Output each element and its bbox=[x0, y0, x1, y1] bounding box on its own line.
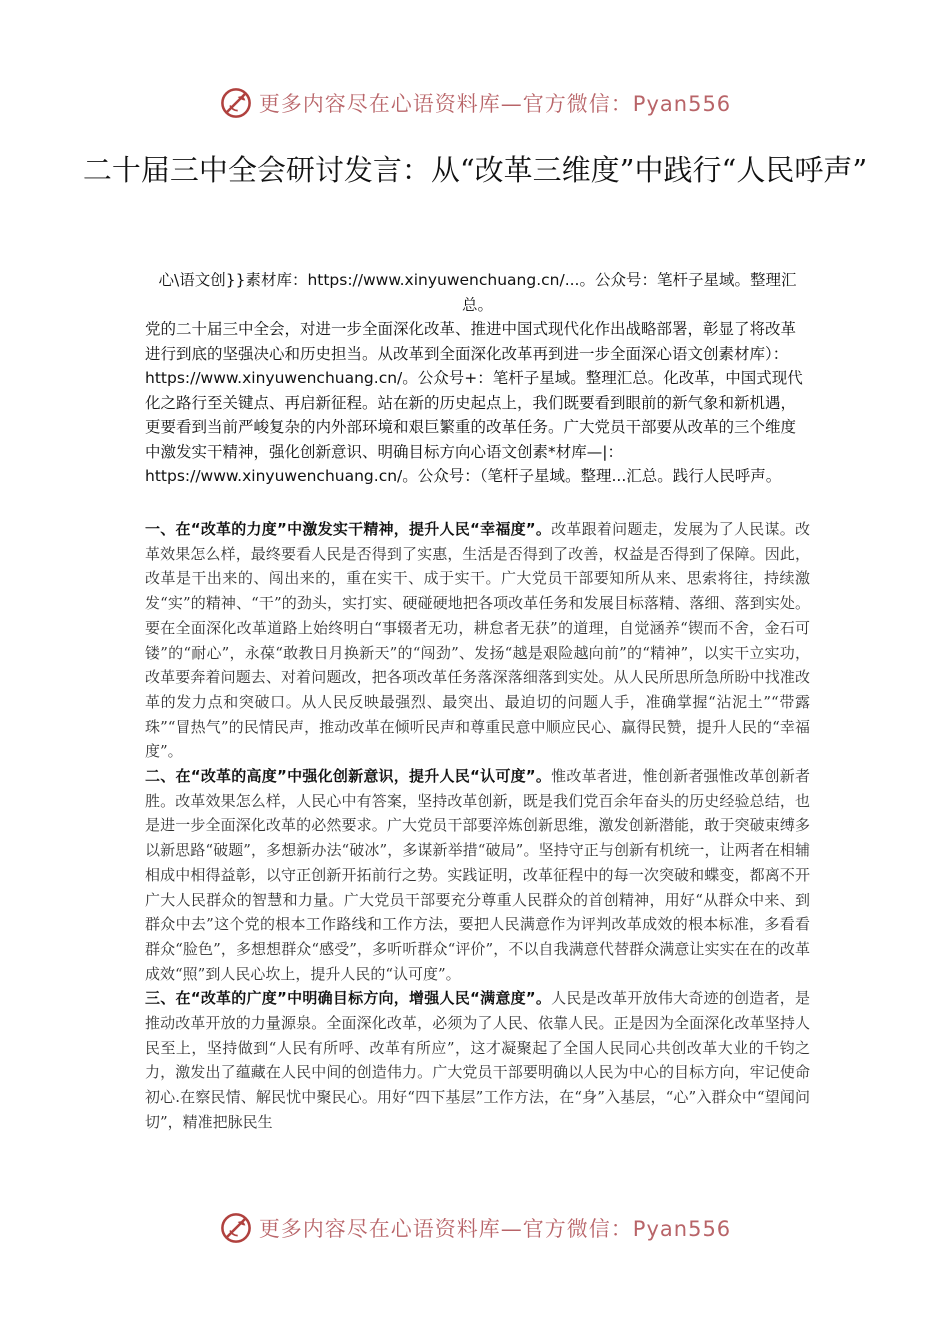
header-banner bbox=[0, 78, 950, 128]
banner-text: 更多内容尽在心语资料库—官方微信：Pyan556 bbox=[258, 92, 732, 116]
logo-icon bbox=[219, 86, 253, 120]
logo-icon bbox=[219, 1211, 253, 1245]
document-body bbox=[145, 517, 810, 1135]
section-2-text: 惟改革者进，惟创新者强惟改革创新者胜。改革效果怎么样，人民心中有答案，坚持改革创新，既是我们党百余年奋头的历史经验总结，也是进一步全面深化改革的必然要求。广大党员干部要淬炼创新思维，激发创新潜能，敢于突破束缚多以新思路“破题”，多想新办法“破冰”，多谋新举措“破局”。坚持守正与创新有机统一，让两者在相辅相成中相得益彰，以守正创新开拓前行之势。实践证明，改革征程中的每一次突破和蝶变，都离不开广大人民群众的智慧和力量。广大党员干部要充分尊重人民群众的首创精神，用好“从群众中来、到群众中去”这个党的根本工作路线和工作方法，要把人民满意作为评判改革成效的根本标准，多看看群众“脸色”，多想想群众“感受”，多听听群众“评价”，不以自我满意代替群众满意让实实在在的改革成效“照”到人民心坎上，提升人民的“认可度”。 bbox=[145, 767, 810, 983]
section-3 bbox=[145, 986, 810, 1134]
document-title: 二十届三中全会研讨发言：从“改革三维度”中践行“人民呼声” bbox=[82, 153, 868, 187]
section-3-text: 人民是改革开放伟大奇迹的创造者，是推动改革开放的力量源泉。全面深化改革，必须为了人民、依靠人民。正是因为全面深化改革坚持人民至上，坚持做到“人民有所呼、改革有所应”，这才凝聚起了全国人民同心共创改革大业的千钧之力，激发出了蕴藏在人民中间的创造伟力。广大党员干部要明确以人民为中心的目标方向，牢记使命初心.在察民情、解民忧中聚民心。用好“四下基层”工作方法，在“身”入基层，“心”入群众中“望闻问切”，精准把脉民生 bbox=[145, 989, 810, 1131]
section-1-text: 改革跟着问题走，发展为了人民谋。改革效果怎么样，最终要看人民是否得到了实惠，生活是否得到了改善，权益是否得到了保障。因此，改革是干出来的、闯出来的，重在实干、成于实干。广大党员干部要知所从来、思索将往，持续激发“实”的精神、“干”的劲头，实打实、硬碰硬地把各项改革任务和发展目标落精、落细、落到实处。要在全面深化改革道路上始终明白“事辍者无功，耕怠者无获”的道理，自觉涵养“锲而不舍，金石可镂”的“耐心”，永葆“敢教日月换新天”的“闯劲”、发扬“越是艰险越向前”的“精神”，以实干立实功，改革要奔着问题去、对着问题改，把各项改革任务落深落细落到实处。从人民所思所急所盼中找准改革的发力点和突破口。从人民反映最强烈、最突出、最迫切的问题人手，准确掌握“沾泥土”“带露珠”“冒热气”的民情民声，推动改革在倾听民声和尊重民意中顺应民心、赢得民赞，提升人民的“幸福度”。 bbox=[145, 520, 810, 761]
intro-block bbox=[145, 268, 810, 489]
section-2 bbox=[145, 764, 810, 986]
intro-paragraph: 党的二十届三中全会，对进一步全面深化改革、推进中国式现代化作出战略部署，彰显了将改革进行到底的坚强决心和历史担当。从改革到全面深化改革再到进一步全面深心语文创素材库）：https://www.xinyuwenchuang.cn/。公众号+：笔杆子星域。整理汇总。化改革，中国式现代化之路行至关键点、再启新征程。站在新的历史起点上，我们既要看到眼前的新气象和新机遇，更要看到当前严峻复杂的内外部环境和艰巨繁重的改革任务。广大党员干部要从改革的三个维度中激发实干精神，强化创新意识、明确目标方向心语文创素*材库—|：https://www.xinyuwenchuang.cn/。公众号：（笔杆子星域。整理...汇总。践行人民呼声。 bbox=[145, 320, 803, 485]
banner-text: 更多内容尽在心语资料库—官方微信：Pyan556 bbox=[258, 1217, 732, 1241]
section-1 bbox=[145, 517, 810, 764]
section-3-heading: 三、在“改革的广度”中明确目标方向，增强人民“满意度”。 bbox=[145, 989, 552, 1008]
footer-banner bbox=[0, 1203, 950, 1253]
section-1-heading: 一、在“改革的力度”中激发实干精神，提升人民“幸福度”。 bbox=[145, 520, 552, 538]
section-2-heading: 二、在“改革的高度”中强化创新意识，提升人民“认可度”。 bbox=[145, 767, 552, 786]
source-line: 心\语文创}}素材库：https://www.xinyuwenchuang.cn/...。公众号：笔杆子星域。整理汇总。 bbox=[158, 271, 797, 314]
